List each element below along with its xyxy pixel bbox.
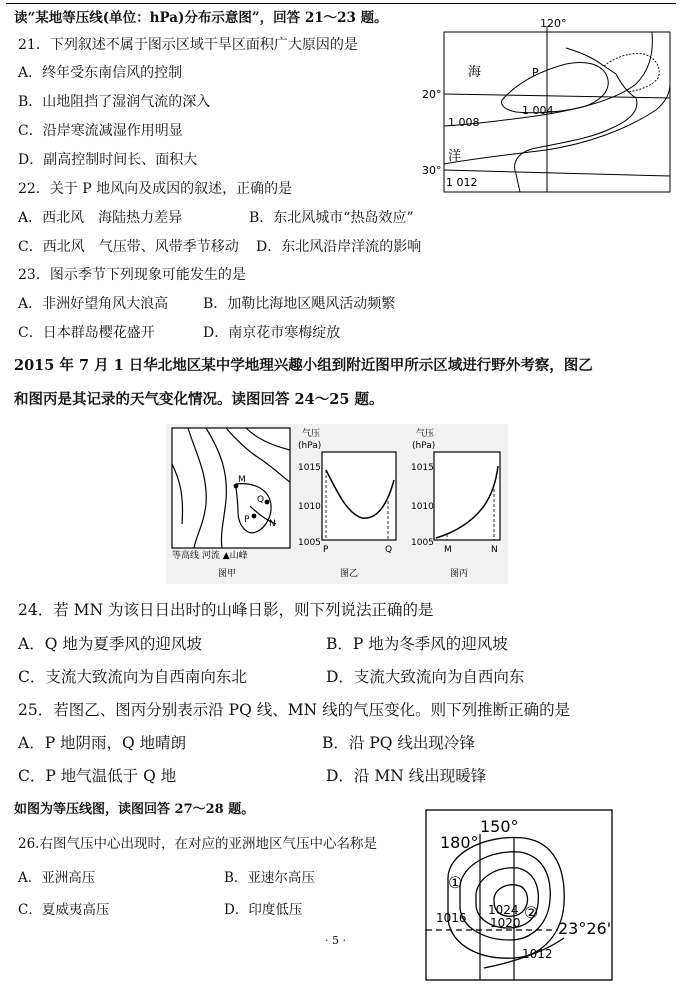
q26-option-c: C．夏威夷高压 [18,902,110,918]
intro-27-28: 如图为等压线图，读图回答 27～28 题。 [14,802,255,817]
isobar-1016-label: 1016 [436,911,467,925]
q23-option-c: C．日本群岛樱花盛开 [18,325,155,341]
q23-stem: 23．图示季节下列现象可能发生的是 [18,267,246,283]
bing-x-m: M [444,545,452,555]
circle-1-label: ① [448,873,463,892]
chart-bing-caption: 图丙 [450,569,469,579]
isobar-1004-label: 1 004 [522,104,554,117]
tropic-label: 23°26' [558,919,612,938]
isobar-1024-label: 1024 [488,903,519,917]
q24-option-a: A．Q 地为夏季风的迎风坡 [18,635,202,653]
q22-stem: 22．关于 P 地风向及成因的叙述，正确的是 [18,181,293,197]
q21-option-c: C．沿岸寒流减湿作用明显 [18,123,183,139]
parallel-30-line [444,170,670,176]
point-p-label: P [244,515,250,525]
parallel-20-line [444,94,670,98]
bing-tick-1015: 1015 [411,463,434,473]
yi-ylabel: 气压 [302,429,321,439]
q24-stem: 24．若 MN 为该日日出时的山峰日影，则下列说法正确的是 [18,601,434,619]
isobar-map-1 [416,14,678,196]
q21-option-b: B．山地阻挡了湿润气流的深入 [18,94,211,110]
q25-option-b: B．沿 PQ 线出现冷锋 [322,734,475,752]
q26-stem: 26.右图气压中心出现时，在对应的亚洲地区气压中心名称是 [18,836,377,852]
isobar-1004-line [502,62,609,112]
figure-jia-yi-bing [166,424,508,584]
meridian-120-label: 120° [540,17,567,30]
q23-option-d: D．南京花市寒梅绽放 [203,325,341,341]
q25-option-c: C．P 地气温低于 Q 地 [18,767,177,785]
q26-option-a: A．亚洲高压 [18,870,96,886]
circle-2-label: ② [524,903,539,922]
yi-x-p: P [323,545,329,555]
ocean-label: 洋 [448,149,462,164]
point-n-label: N [269,519,276,529]
q25-stem: 25．若图乙、图丙分别表示沿 PQ 线、MN 线的气压变化。则下列推断正确的是 [18,701,571,719]
q24-option-b: B．P 地为冬季风的迎风坡 [326,635,508,653]
q25-option-a: A．P 地阴雨，Q 地晴朗 [18,734,187,752]
q21-stem: 21．下列叙述不属于图示区域干旱区面积广大原因的是 [18,37,358,53]
chart-yi-caption: 图乙 [340,569,359,579]
q23-option-a: A．非洲好望角风大浪高 [18,296,169,312]
yi-tick-1005: 1005 [298,538,321,548]
map-jia-legend: 等高线 河流 ▲山峰 [172,551,248,561]
top-rule [6,3,676,4]
yi-yunit: (hPa) [298,441,322,451]
q22-option-d: D．东北风沿岸洋流的影响 [256,239,422,255]
yi-tick-1015: 1015 [298,463,321,473]
q21-option-a: A．终年受东南信风的控制 [18,65,183,81]
chart-yi-frame [322,452,396,540]
map-jia-caption: 图甲 [218,569,237,579]
intro-24-25-line2: 和图丙是其记录的天气变化情况。读图回答 24～25 题。 [14,391,384,408]
q23-option-b: B．加勒比海地区飓风活动频繁 [203,296,396,312]
isobar-1020-label: 1020 [490,916,521,930]
bing-ylabel: 气压 [416,429,435,439]
q22-option-c: C．西北风 气压带、风带季节移动 [18,239,239,255]
q25-option-d: D．沿 MN 线出现暖锋 [326,767,487,785]
bing-x-n: N [491,545,498,555]
sea-label: 海 [468,65,482,80]
point-q-label: Q [257,495,265,505]
q21-option-d: D．副高控制时间长、面积大 [18,152,198,168]
page-number: · 5 · [325,934,346,947]
isobar-map-3 [424,808,616,984]
q26-option-d: D．印度低压 [224,902,303,918]
isobar-1012-label: 1 012 [446,176,478,189]
q24-option-d: D．支流大致流向为自西向东 [326,668,525,686]
isobar-1012-label: 1012 [522,947,553,961]
parallel-20-label: 20° [422,88,442,101]
q22-option-b: B．东北风城市“热岛效应” [249,210,414,226]
q22-option-a: A．西北风 海陆热力差异 [18,210,183,226]
isobar-1008-label: 1 008 [448,116,480,129]
parallel-30-label: 30° [422,164,442,177]
bing-tick-1005: 1005 [411,538,434,548]
intro-21-23: 读“某地等压线(单位：hPa)分布示意图”，回答 21～23 题。 [14,10,388,26]
bing-yunit: (hPa) [412,441,436,451]
map-jia-frame [172,428,290,548]
point-p-label: P [532,66,539,79]
intro-24-25-line1: 2015 年 7 月 1 日华北地区某中学地理兴趣小组到附近图甲所示区域进行野外考察，图乙 [14,357,593,374]
yi-tick-1010: 1010 [298,502,321,512]
lon-150-label: 150° [480,817,519,836]
point-m-label: M [238,475,246,485]
yi-x-q: Q [385,545,393,555]
q24-option-c: C．支流大致流向为自西南向东北 [18,668,247,686]
bing-tick-1010: 1010 [411,502,434,512]
q26-option-b: B．亚速尔高压 [224,870,315,886]
lon-180-label: 180° [440,833,479,852]
